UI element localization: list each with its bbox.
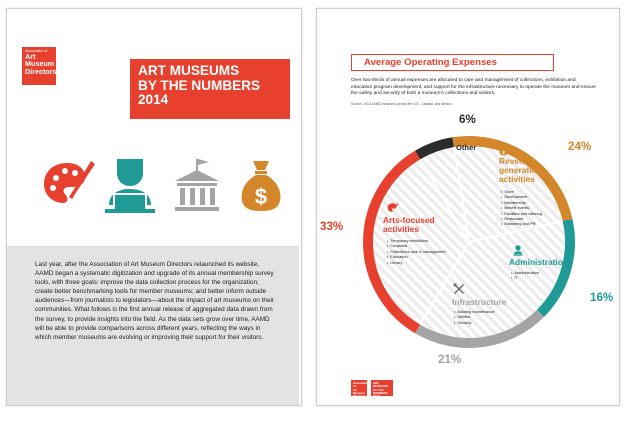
footer-title-line-2: BY THE NUMBERS — [373, 387, 388, 395]
list-item: • Education — [387, 254, 446, 259]
list-item: • Restaurant — [501, 216, 542, 221]
section-revenue-title — [499, 157, 542, 184]
palette-icon — [387, 202, 399, 214]
aamd-logo — [22, 47, 56, 85]
list-item: • IT — [511, 275, 539, 280]
expenses-source: Source: 2013 AAMD museums across the U.S., Canada, and Mexico — [351, 102, 452, 106]
footer-title-line-3: 2014 — [373, 394, 380, 399]
museum-building-icon — [171, 157, 223, 213]
title-line-3: 2014 — [138, 92, 169, 108]
expenses-donut-chart — [317, 9, 619, 405]
section-other-title: Other — [456, 143, 477, 152]
footer-logo-line-2: Art Museum — [353, 387, 365, 395]
list-item: • Benefit events — [501, 205, 542, 210]
list-item: • Library — [387, 260, 446, 265]
report-title — [130, 59, 290, 119]
expenses-intro: Over two-thirds of annual expenses are allocated to care and management of collections, exhibition and education program development, and support for the infrastructure necessary to operate the museum and ensure the safety and security of both a museum's collections and visitors. — [351, 78, 596, 97]
arts-title-line-1: Arts-focused — [383, 215, 435, 225]
list-item: • Store — [501, 189, 542, 194]
footer-title-line-1: ART MUSEUMS — [373, 381, 388, 389]
list-item: • Administration — [511, 270, 539, 275]
list-item: • Temporary exhibitions — [387, 238, 446, 243]
money-bag-icon — [239, 157, 283, 213]
list-item: • Building maintenance — [454, 309, 495, 314]
footer-aamd-logo — [351, 380, 370, 399]
administration-items-list — [511, 270, 539, 281]
footer-logo-line-3: Directors — [353, 394, 366, 399]
revenue-items-list — [501, 189, 542, 227]
pct-label-other: 6% — [459, 113, 476, 126]
arts-title-line-2: activities — [383, 224, 419, 234]
svg-text:$: $ — [502, 150, 505, 156]
arts-items-list — [387, 238, 446, 265]
list-item: • Curatorial — [387, 243, 446, 248]
person-at-laptop-icon — [513, 245, 523, 256]
svg-text:$: $ — [254, 184, 268, 209]
pct-label-infrastructure: 21% — [438, 353, 462, 366]
list-item: • Development — [501, 194, 542, 199]
logo-line-3: Museum — [25, 59, 55, 69]
pct-label-arts: 33% — [320, 220, 344, 233]
intro-text-box — [7, 246, 299, 406]
infrastructure-items-list — [454, 309, 495, 325]
left-page — [6, 8, 302, 406]
logo-line-2: Art — [25, 52, 36, 61]
palette-icon — [41, 157, 97, 213]
icon-row — [41, 157, 281, 217]
section-arts-title — [383, 216, 435, 234]
list-item: • Marketing and PR — [501, 221, 542, 226]
list-item: • Collections care & management — [387, 249, 446, 254]
tools-icon — [453, 283, 465, 295]
logo-line-1: Association of — [25, 49, 48, 53]
right-page — [316, 8, 620, 406]
money-bag-icon — [499, 144, 508, 156]
expenses-title: Average Operating Expenses — [351, 54, 554, 71]
list-item: • Utilities — [454, 314, 495, 319]
footer-title-badge — [371, 380, 393, 399]
revenue-title-line-1: Revenue- — [499, 156, 537, 166]
logo-line-4: Directors — [25, 66, 57, 76]
pct-label-administration: 16% — [590, 291, 614, 304]
revenue-title-line-3: activities — [499, 174, 535, 184]
title-line-2: BY THE NUMBERS — [138, 77, 261, 93]
list-item: • Membership — [501, 200, 542, 205]
section-administration-title: Administration — [509, 257, 569, 267]
pct-label-revenue: 24% — [568, 140, 592, 153]
person-at-laptop-icon — [103, 157, 157, 213]
intro-paragraph: Last year, after the Association of Art Museum Directors relaunched its website, AAMD began a systematic digitization and upgrade of its annual membership survey tools, with three goals: improve the data collection process for the organization; create better benchmarking tools for member museums; and better inform outside audiences—from journalists to legislators—about the impact of art museums on their communities. What follows is the first annual release of aggregated data drawn from the survey, to provide insights into the field. As the data sets grow over time, AAMD will be able to provide comparisons across different years, reflecting the ways in which member museums are evolving or improving their support for their visitors. — [35, 261, 275, 341]
revenue-title-line-2: generating — [499, 165, 542, 175]
section-infrastructure-title: Infrastructure — [452, 297, 507, 307]
list-item: • Facilities and catering — [501, 211, 542, 216]
list-item: • Security — [454, 320, 495, 325]
title-line-1: ART MUSEUMS — [138, 63, 240, 78]
footer-logo-line-1: Association of — [353, 381, 370, 389]
